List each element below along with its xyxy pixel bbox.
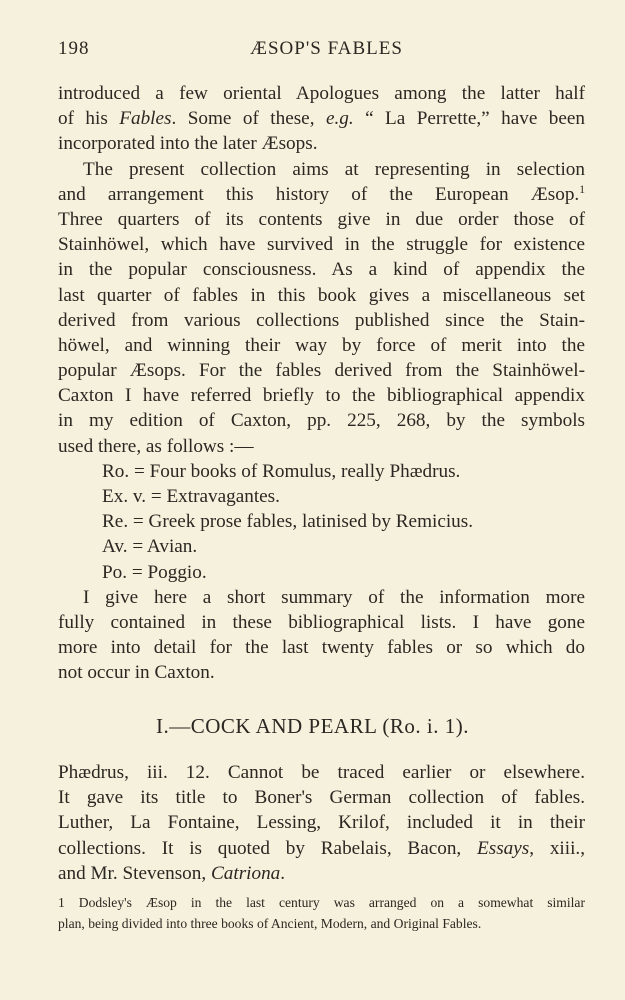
text-line: introduced a few oriental Apologues among the latter half	[58, 83, 585, 104]
text-line: more into detail for the last twenty fables or so which do	[58, 637, 585, 659]
text-line: Phædrus, iii. 12. Cannot be traced earlier or elsewhere.	[58, 762, 585, 783]
text-line: used there, as follows :—	[58, 435, 254, 457]
text-line: It gave its title to Boner's German collection of fables.	[58, 787, 585, 809]
abbreviation-item: Re. = Greek prose fables, latinised by Remicius.	[102, 511, 474, 533]
section-text-block	[58, 760, 585, 886]
text-line	[58, 182, 585, 207]
abbreviation-item: Ex. v. = Extravagantes.	[102, 486, 280, 507]
section-heading: I.—COCK AND PEARL (Ro. i. 1).	[156, 714, 469, 738]
text-line: fully contained in these bibliographical lists. I have gone	[58, 611, 585, 633]
footnote	[58, 893, 585, 934]
text-line: Caxton I have referred briefly to the bibliographical appendix	[58, 385, 585, 407]
text-line: Three quarters of its contents give in due order those of	[58, 208, 585, 230]
text-line: derived from various collections published since the Stain-	[58, 309, 585, 331]
text-line: I give here a short summary of the information more	[83, 586, 585, 608]
text-line: of his Fables. Some of these, e.g. “ La Perrette,” have been	[58, 108, 585, 130]
footnote-line: plan, being divided into three books of Ancient, Modern, and Original Fables.	[58, 915, 482, 931]
text-line: collections. It is quoted by Rabelais, Bacon, Essays, xiii.,	[58, 837, 585, 859]
text-line: in my edition of Caxton, pp. 225, 268, by the symbols	[58, 410, 585, 432]
text-line: höwel, and winning their way by force of merit into the	[58, 334, 585, 356]
abbreviation-item: Av. = Avian.	[102, 536, 198, 558]
text-line: Stainhöwel, which have survived in the struggle for existence	[58, 234, 585, 256]
text-line: popular Æsops. For the fables derived from the Stainhöwel-	[58, 360, 585, 382]
text-line: incorporated into the later Æsops.	[58, 133, 318, 155]
page-number: 198	[58, 38, 90, 59]
text-line: Luther, La Fontaine, Lessing, Krilof, included it in their	[58, 812, 585, 834]
text-line: and Mr. Stevenson, Catriona.	[58, 862, 286, 884]
text-line: not occur in Caxton.	[58, 662, 215, 684]
running-head: ÆSOP'S FABLES	[250, 38, 403, 59]
abbreviation-item: Po. = Poggio.	[102, 561, 207, 583]
text-fragment: and arrangement this history of the European Æsop.	[58, 183, 580, 205]
text-line: The present collection aims at representing in selection	[83, 158, 585, 180]
main-text-block	[58, 81, 585, 686]
footnote-line: 1 Dodsley's Æsop in the last century was arranged on a somewhat similar	[58, 895, 585, 910]
text-line: in the popular consciousness. As a kind of appendix the	[58, 259, 585, 281]
footnote-reference[interactable]: 1	[579, 183, 585, 196]
abbreviation-item: Ro. = Four books of Romulus, really Phædrus.	[102, 460, 461, 482]
text-line: last quarter of fables in this book gives a miscellaneous set	[58, 284, 585, 306]
